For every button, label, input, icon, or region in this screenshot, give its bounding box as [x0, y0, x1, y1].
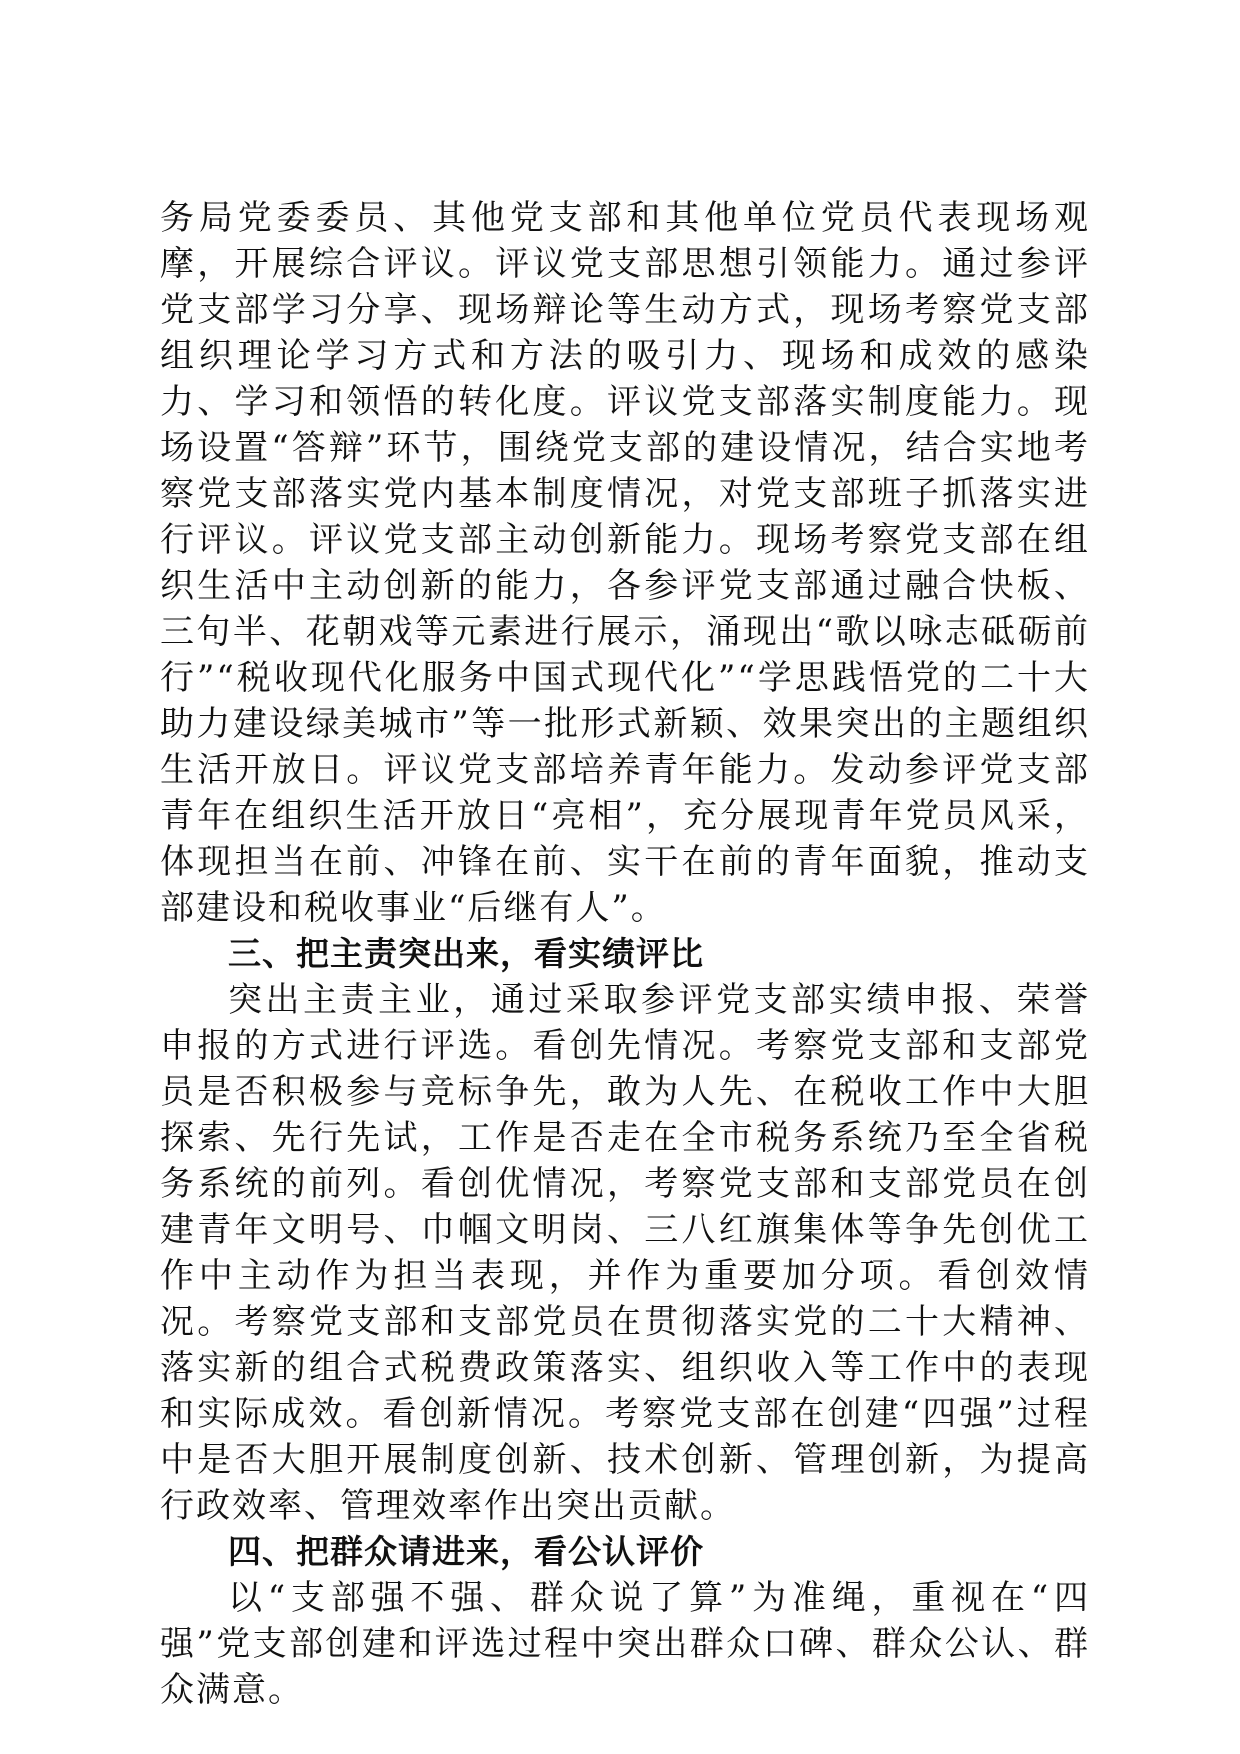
body-paragraph: 以“支部强不强、群众说了算”为准绳，重视在“四强”党支部创建和评选过程中突出群众口碑、群众公认、群众满意。 [160, 1578, 1090, 1710]
section-heading-3: 三、把主责突出来，看实绩评比 [228, 934, 704, 973]
body-paragraph: 突出主责主业，通过采取参评党支部实绩申报、荣誉申报的方式进行评选。看创先情况。考察党支部和支部党员是否积极参与竞标争先，敢为人先、在税收工作中大胆探索、先行先试，工作是否走在全市税务系统乃至全省税务系统的前列。看创优情况，考察党支部和支部党员在创建青年文明号、巾帼文明岗、三八红旗集体等争先创优工作中主动作为担当表现，并作为重要加分项。看创效情况。考察党支部和支部党员在贯彻落实党的二十大精神、落实新的组合式税费政策落实、组织收入等工作中的表现和实际成效。看创新情况。考察党支部在创建“四强”过程中是否大胆开展制度创新、技术创新、管理创新，为提高行政效率、管理效率作出突出贡献。 [160, 980, 1090, 1526]
body-paragraph: 务局党委委员、其他党支部和其他单位党员代表现场观摩，开展综合评议。评议党支部思想引领能力。通过参评党支部学习分享、现场辩论等生动方式，现场考察党支部组织理论学习方式和方法的吸引力、现场和成效的感染力、学习和领悟的转化度。评议党支部落实制度能力。现场设置“答辩”环节，围绕党支部的建设情况，结合实地考察党支部落实党内基本制度情况，对党支部班子抓落实进行评议。评议党支部主动创新能力。现场考察党支部在组织生活中主动创新的能力，各参评党支部通过融合快板、三句半、花朝戏等元素进行展示，涌现出“歌以咏志砥砺前行”“税收现代化服务中国式现代化”“学思践悟党的二十大助力建设绿美城市”等一批形式新颖、效果突出的主题组织生活开放日。评议党支部培养青年能力。发动参评党支部青年在组织生活开放日“亮相”，充分展现青年党员风采，体现担当在前、冲锋在前、实干在前的青年面貌，推动支部建设和税收事业“后继有人”。 [160, 198, 1090, 928]
section-heading-4: 四、把群众请进来，看公认评价 [228, 1532, 704, 1571]
document-page [160, 195, 1090, 1713]
